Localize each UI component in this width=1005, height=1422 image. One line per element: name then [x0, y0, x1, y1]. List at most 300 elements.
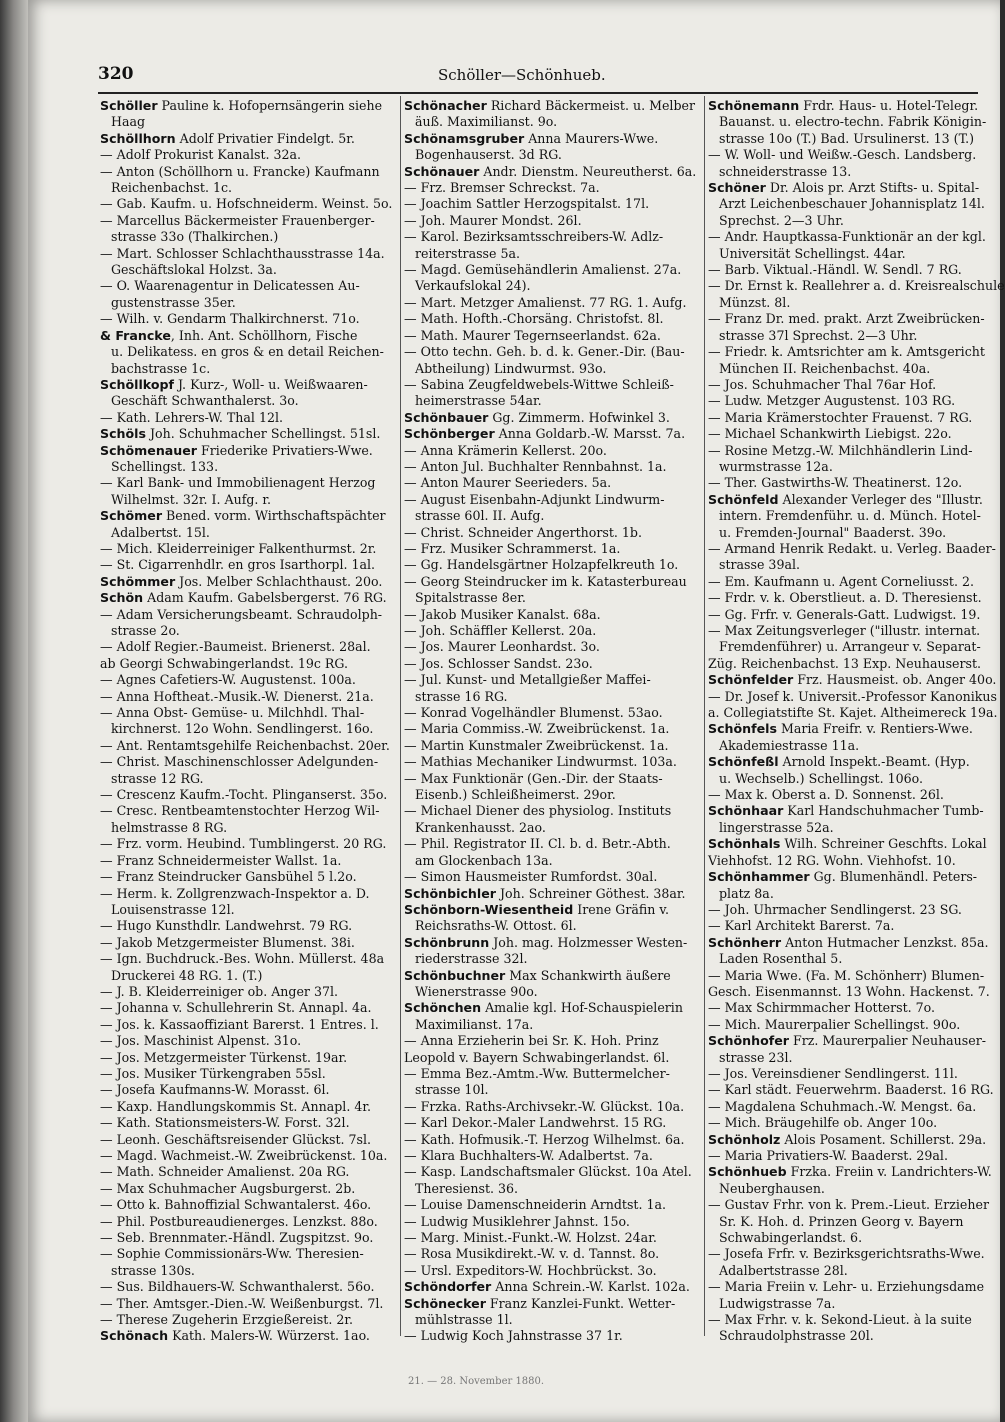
directory-entry-line [404, 1033, 700, 1049]
entry-text: Karl Handschuhmacher Tumb- [783, 803, 984, 819]
directory-entry-line [708, 525, 998, 541]
directory-entry-line [708, 377, 998, 393]
entry-text: Frdr. Haus- u. Hotel-Telegr. [799, 98, 979, 113]
directory-entry-line [404, 607, 700, 623]
entry-text: Wilhelmst. 32r. I. Aufg. r. [111, 491, 272, 507]
directory-entry-line [404, 1148, 700, 1164]
entry-text: strasse 2o. [111, 623, 180, 638]
entry-text: — Andr. Hauptkassa-Funktionär an der kgl. [708, 229, 986, 245]
directory-entry-line [404, 705, 700, 721]
directory-entry-line [404, 803, 700, 819]
running-head: Schöller—Schönhueb. [438, 66, 606, 84]
entry-text: u. Delikatess. en gros & en detail Reichen- [111, 344, 384, 360]
entry-text: — Maria Commiss.-W. Zweibrückenst. 1a. [404, 721, 670, 737]
entry-text: Schellingst. 133. [111, 458, 219, 474]
entry-text: — Rosine Metzg.-W. Milchhändlerin Lind- [708, 442, 973, 458]
directory-entry-line [708, 1066, 998, 1082]
entry-text: intern. Fremdenführ. u. d. Münch. Hotel- [719, 508, 981, 524]
directory-entry-line [708, 1132, 998, 1148]
entry-text: Alexander Verleger des "Illustr. [778, 491, 983, 507]
directory-entry-line [404, 246, 700, 262]
directory-entry-line [100, 344, 396, 360]
entry-text: — Sabina Zeugfeldwebels-Wittwe Schleiß- [404, 376, 674, 392]
entry-text: — Agnes Cafetiers-W. Augustenst. 100a. [100, 672, 356, 688]
entry-text: — Jos. Maschinist Alpenst. 31o. [100, 1033, 302, 1049]
directory-entry-line [404, 886, 700, 902]
directory-entry-line [100, 869, 396, 885]
directory-entry-line [708, 278, 1005, 294]
directory-entry-line [708, 836, 998, 852]
directory-entry-line [708, 131, 998, 147]
directory-entry-line [404, 1197, 700, 1213]
directory-entry-line [404, 1181, 700, 1197]
directory-entry-line [100, 246, 396, 262]
entry-text: Bened. vorm. Wirthschaftspächter [162, 508, 386, 524]
entry-text: — Karl Bank- und Immobilienagent Herzog [100, 475, 376, 491]
surname-heading: Schönholz [708, 1131, 781, 1147]
entry-text: Reichsraths-W. Ottost. 6l. [415, 918, 577, 934]
entry-text: Schwabingerlandst. 6. [719, 1230, 863, 1246]
entry-text: — Leonh. Geschäftsreisender Glückst. 7sl. [100, 1131, 372, 1147]
entry-text: — Max Funktionär (Gen.-Dir. der Staats- [404, 770, 663, 786]
directory-entry-line [100, 196, 396, 212]
entry-text: Eisenb.) Schleißheimerst. 29or. [415, 787, 616, 803]
directory-entry-line [404, 935, 700, 951]
entry-text: — Cresc. Rentbeamtenstochter Herzog Wil- [100, 803, 380, 819]
directory-entry-line [100, 1115, 396, 1131]
entry-text: Theresienst. 36. [415, 1180, 519, 1196]
entry-text: — Frz. Bremser Schreckst. 7a. [404, 180, 600, 196]
directory-entry-line [100, 131, 396, 147]
directory-entry-line [100, 426, 396, 442]
directory-entry-line [708, 820, 998, 836]
directory-entry-line [708, 1279, 998, 1295]
directory-entry-line [100, 541, 396, 557]
entry-text: Geschäftslokal Holzst. 3a. [111, 262, 277, 278]
directory-entry-line [708, 1050, 998, 1066]
entry-text: — Karl Architekt Barerst. 7a. [708, 918, 895, 934]
directory-entry-line [404, 443, 700, 459]
directory-entry-line [708, 262, 998, 278]
entry-text: — Ther. Gastwirths-W. Theatinerst. 12o. [708, 475, 963, 491]
directory-entry-line [708, 1312, 998, 1328]
entry-text: Arnold Inspekt.-Beamt. (Hyp. [778, 754, 970, 770]
entry-text: — Ludw. Metzger Augustenst. 103 RG. [708, 393, 956, 409]
entry-text: — Joachim Sattler Herzogspitalst. 17l. [404, 196, 650, 212]
directory-entry-line [100, 590, 396, 606]
directory-entry-line [100, 1328, 396, 1344]
column-divider-1 [400, 96, 401, 1336]
entry-text: Adalbertstrasse 28l. [719, 1262, 848, 1278]
surname-heading: Schönfeld [708, 491, 779, 507]
directory-entry-line [100, 393, 396, 409]
directory-entry-line [100, 1099, 396, 1115]
entry-text: — Anna Obst- Gemüse- u. Milchhdl. Thal- [100, 705, 365, 721]
directory-entry-line [404, 180, 700, 196]
directory-entry-line [100, 1148, 396, 1164]
entry-text: Bauanst. u. electro-techn. Fabrik Königin- [719, 114, 987, 130]
entry-text: Schraudolphstrasse 20l. [719, 1328, 874, 1344]
surname-heading: Schönherr [708, 934, 782, 950]
entry-text: — Mart. Metzger Amalienst. 77 RG. 1. Aufg. [404, 294, 687, 310]
directory-entry-line [100, 295, 396, 311]
entry-text: — Anna Hoftheat.-Musik.-W. Dienerst. 21a. [100, 688, 374, 704]
header-rule [98, 92, 978, 94]
surname-heading: Schönhofer [708, 1033, 789, 1049]
entry-text: — Michael Diener des physiolog. Instituts [404, 803, 672, 819]
entry-text: — Magd. Wachmeist.-W. Zweibrückenst. 10a. [100, 1148, 388, 1163]
directory-entry-line [708, 295, 998, 311]
entry-text: — Barb. Viktual.-Händl. W. Sendl. 7 RG. [708, 262, 962, 278]
entry-text: München II. Reichenbachst. 40a. [719, 360, 931, 376]
directory-entry-line [404, 721, 700, 737]
entry-text: Adolf Privatier Findelgt. 5r. [175, 130, 355, 146]
directory-entry-line [708, 951, 998, 967]
entry-text: strasse 12 RG. [111, 770, 204, 786]
entry-text: — Franz Dr. med. prakt. Arzt Zweibrücken- [708, 311, 985, 327]
surname-heading: Schönach [100, 1328, 169, 1344]
directory-entry-line [708, 803, 998, 819]
directory-entry-line [100, 1214, 396, 1230]
directory-entry-line [100, 361, 396, 377]
directory-entry-line [100, 935, 396, 951]
entry-text: — Maria Freiin v. Lehr- u. Erziehungsdame [708, 1279, 985, 1295]
directory-entry-line [404, 426, 700, 442]
entry-text: Gesch. Eisenmannst. 13 Wohn. Hackenst. 7. [708, 983, 990, 999]
entry-text: — Sus. Bildhauers-W. Schwanthalerst. 56o. [100, 1279, 375, 1295]
directory-entry-line [100, 607, 396, 623]
directory-entry-line [708, 787, 998, 803]
entry-text: Irene Gräfin v. [573, 901, 669, 917]
entry-text: Leopold v. Bayern Schwabingerlandst. 6l. [404, 1049, 670, 1065]
entry-text: — Sophie Commissionärs-Ww. Theresien- [100, 1246, 364, 1262]
entry-text: strasse 39al. [719, 557, 800, 573]
entry-text: äuß. Maximilianst. 9o. [415, 114, 558, 130]
entry-text: — August Eisenbahn-Adjunkt Lindwurm- [404, 491, 665, 507]
entry-text: Maximilianst. 17a. [415, 1016, 534, 1032]
directory-entry-line [708, 738, 998, 754]
directory-entry-line [404, 1050, 700, 1066]
surname-heading: Schömer [100, 508, 163, 524]
surname-heading: Schön [100, 590, 144, 606]
entry-text: Gg. Blumenhändl. Peters- [809, 869, 978, 885]
directory-entry-line [404, 1082, 700, 1098]
directory-entry-line [404, 984, 700, 1000]
surname-heading: Schömmer [100, 573, 176, 589]
directory-entry-line [708, 475, 998, 491]
directory-entry-line [708, 705, 998, 721]
entry-text: riederstrasse 32l. [415, 951, 528, 967]
entry-text: a. Collegiatstifte St. Kajet. Altheimereck 19a. [708, 705, 998, 721]
directory-entry-line [404, 771, 700, 787]
directory-entry-line [100, 311, 396, 327]
directory-entry-line [100, 1312, 396, 1328]
surname-heading: Schöllhorn [100, 130, 176, 146]
entry-text: Franz Kanzlei-Funkt. Wetter- [485, 1295, 676, 1311]
directory-entry-line [404, 820, 700, 836]
entry-text: strasse 10o (T.) Bad. Ursulinerst. 13 (T.) [719, 130, 975, 146]
directory-entry-line [708, 574, 998, 590]
directory-entry-line [100, 1132, 396, 1148]
entry-text: — Otto k. Bahnoffizial Schwantalerst. 46o. [100, 1197, 372, 1213]
entry-text: — Jos. k. Kassaoffiziant Barerst. 1 Entres. l. [100, 1016, 379, 1032]
entry-text: — Jos. Metzgermeister Türkenst. 19ar. [100, 1049, 348, 1065]
directory-entry-line [404, 656, 700, 672]
directory-entry-line [100, 886, 396, 902]
surname-heading: Schöner [708, 180, 766, 196]
surname-heading: Schönfeßl [708, 754, 779, 770]
directory-entry-line [404, 1164, 700, 1180]
directory-entry-line [708, 147, 998, 163]
surname-heading: Schönauer [404, 163, 480, 179]
directory-entry-line [100, 918, 396, 934]
directory-entry-line [404, 1214, 700, 1230]
entry-text: u. Wechselb.) Schellingst. 106o. [719, 770, 924, 786]
directory-entry-line [100, 147, 396, 163]
directory-entry-line [100, 968, 396, 984]
column-1 [100, 98, 396, 1344]
surname-heading: Schönhueb [708, 1164, 787, 1180]
entry-text: — Rosa Musikdirekt.-W. v. d. Tannst. 8o. [404, 1246, 660, 1262]
entry-text: Anna Goldarb.-W. Marsst. 7a. [494, 426, 686, 442]
entry-text: Reichenbachst. 1c. [111, 180, 233, 196]
entry-text: — Armand Henrik Redakt. u. Verleg. Baader- [708, 540, 996, 556]
entry-text: Druckerei 48 RG. 1. (T.) [111, 967, 263, 983]
directory-entry-line [708, 918, 998, 934]
entry-text: — Kath. Stationsmeisters-W. Forst. 32l. [100, 1115, 350, 1131]
directory-entry-line [708, 1230, 998, 1246]
directory-entry-line [100, 377, 396, 393]
directory-entry-line [100, 1197, 396, 1213]
entry-text: — Jakob Metzgermeister Blumenst. 38i. [100, 934, 355, 950]
directory-entry-line [100, 98, 396, 114]
entry-text: — Therese Zugeherin Erzgießereist. 2r. [100, 1312, 353, 1328]
entry-text: Anton Hutmacher Lenzkst. 85a. [781, 934, 989, 950]
directory-entry-line [708, 639, 998, 655]
directory-entry-line [708, 1148, 998, 1164]
directory-entry-line [100, 1279, 396, 1295]
entry-text: — Jakob Musiker Kanalst. 68a. [404, 606, 601, 622]
entry-text: — Franz Schneidermeister Wallst. 1a. [100, 852, 342, 868]
directory-entry-line [100, 475, 396, 491]
entry-text: — Ursl. Expeditors-W. Hochbrückst. 3o. [404, 1262, 657, 1278]
entry-text: kirchnerst. 12o Wohn. Sendlingerst. 16o. [111, 721, 374, 737]
directory-entry-line [708, 1296, 998, 1312]
entry-text: — Karl städt. Feuerwehrm. Baaderst. 16 RG. [708, 1082, 994, 1098]
directory-entry-line [404, 1246, 700, 1262]
directory-entry-line [708, 246, 998, 262]
directory-entry-line [100, 1050, 396, 1066]
directory-entry-line [404, 213, 700, 229]
entry-text: J. Kurz-, Woll- u. Weißwaaren- [173, 376, 368, 392]
entry-text: — Karol. Bezirksamtsschreibers-W. Adlz- [404, 229, 664, 245]
directory-entry-line [708, 771, 998, 787]
directory-entry-line [708, 1082, 998, 1098]
entry-text: — Konrad Vogelhändler Blumenst. 53ao. [404, 705, 663, 721]
directory-entry-line [100, 1181, 396, 1197]
entry-text: — Frdr. v. k. Oberstlieut. a. D. Theresienst. [708, 590, 982, 606]
directory-entry-line [708, 311, 998, 327]
entry-text: strasse 23l. [719, 1049, 793, 1065]
surname-heading: & Francke [100, 327, 171, 343]
directory-entry-line [404, 459, 700, 475]
entry-text: Dr. Alois pr. Arzt Stifts- u. Spital- [765, 180, 980, 196]
entry-text: Wienerstrasse 90o. [415, 983, 538, 999]
entry-text: u. Fremden-Journal" Baaderst. 39o. [719, 524, 947, 540]
surname-heading: Schönecker [404, 1295, 486, 1311]
directory-entry-line [404, 1279, 700, 1295]
directory-entry-line [100, 853, 396, 869]
entry-text: — Kath. Lehrers-W. Thal 12l. [100, 409, 283, 425]
directory-entry-line [404, 262, 700, 278]
directory-entry-line [404, 278, 700, 294]
entry-text: Laden Rosenthal 5. [719, 951, 843, 967]
entry-text: helmstrasse 8 RG. [111, 819, 228, 835]
entry-text: — Wilh. v. Gendarm Thalkirchnerst. 71o. [100, 311, 360, 327]
entry-text: — Kasp. Landschaftsmaler Glückst. 10a Atel. [404, 1164, 692, 1180]
entry-text: — Christ. Maschinenschlosser Adelgunden- [100, 754, 379, 770]
directory-entry-line [100, 1164, 396, 1180]
surname-heading: Schönbrunn [404, 934, 490, 950]
entry-text: — Anton Jul. Buchhalter Rennbahnst. 1a. [404, 458, 667, 474]
directory-entry-line [100, 738, 396, 754]
directory-entry-line [708, 410, 998, 426]
entry-text: Sr. K. Hoh. d. Prinzen Georg v. Bayern [719, 1213, 964, 1229]
directory-entry-line [404, 1312, 700, 1328]
directory-entry-line [404, 1263, 700, 1279]
entry-text: Viehhofst. 12 RG. Wohn. Viehhofst. 10. [708, 852, 956, 868]
entry-text: Joh. Schreiner Göthest. 38ar. [495, 885, 686, 901]
surname-heading: Schömenauer [100, 442, 197, 458]
entry-text: — Ign. Buchdruck.-Bes. Wohn. Müllerst. 48a [100, 951, 385, 967]
entry-text: am Glockenbach 13a. [415, 852, 553, 868]
directory-entry-line [708, 1099, 998, 1115]
page-footer: 21. — 28. November 1880. [408, 1376, 545, 1387]
entry-text: — Johanna v. Schullehrerin St. Annapl. 4a. [100, 1000, 372, 1016]
entry-text: — Jos. Vereinsdiener Sendlingerst. 11l. [708, 1065, 958, 1081]
surname-heading: Schönhals [708, 836, 781, 852]
entry-text: Universität Schellingst. 44ar. [719, 245, 906, 261]
entry-text: — Phil. Registrator II. Cl. b. d. Betr.-Abth. [404, 836, 671, 852]
entry-text: Münzst. 8l. [719, 294, 791, 310]
directory-entry-line [708, 853, 998, 869]
directory-entry-line [100, 557, 396, 573]
entry-text: Jos. Melber Schlachthaust. 20o. [175, 573, 383, 589]
entry-text: — Kaxp. Handlungskommis St. Annapl. 4r. [100, 1098, 371, 1114]
entry-text: — Christ. Schneider Angerthorst. 1b. [404, 524, 642, 540]
entry-text: strasse 130s. [111, 1262, 195, 1278]
directory-entry-line [100, 803, 396, 819]
entry-text: — Maria Wwe. (Fa. M. Schönherr) Blumen- [708, 967, 985, 983]
directory-entry-line [404, 1296, 700, 1312]
directory-entry-line [708, 869, 998, 885]
surname-heading: Schöllkopf [100, 376, 174, 392]
directory-entry-line [100, 1017, 396, 1033]
directory-entry-line [100, 656, 396, 672]
surname-heading: Schönfels [708, 721, 777, 737]
directory-entry-line [404, 1066, 700, 1082]
entry-text: — Magd. Gemüsehändlerin Amalienst. 27a. [404, 262, 682, 278]
directory-entry-line [708, 114, 998, 130]
entry-text: Neuberghausen. [719, 1180, 825, 1196]
entry-text: — Joh. Uhrmacher Sendlingerst. 23 SG. [708, 901, 962, 917]
entry-text: Alois Posament. Schillerst. 29a. [780, 1131, 987, 1147]
directory-entry-line [100, 1082, 396, 1098]
entry-text: — Mich. Bräugehilfe ob. Anger 10o. [708, 1115, 938, 1131]
directory-entry-line [404, 492, 700, 508]
directory-entry-line [708, 902, 998, 918]
entry-text: — Karl Dekor.-Maler Landwehrst. 15 RG. [404, 1115, 667, 1131]
directory-entry-line [404, 623, 700, 639]
entry-text: Joh. Schuhmacher Schellingst. 51sl. [145, 426, 381, 442]
directory-entry-line [708, 1263, 998, 1279]
surname-heading: Schönbichler [404, 885, 496, 901]
entry-text: Amalie kgl. Hof-Schauspielerin [481, 1000, 683, 1016]
directory-entry-line [404, 147, 700, 163]
directory-entry-line [404, 295, 700, 311]
entry-text: — Louise Damenschneiderin Arndtst. 1a. [404, 1197, 667, 1213]
entry-text: — Phil. Postbureaudienerges. Lenzkst. 88o. [100, 1213, 378, 1229]
surname-heading: Schönemann [708, 98, 800, 113]
directory-entry-line [404, 114, 700, 130]
entry-text: — Ther. Amtsger.-Dien.-W. Weißenburgst. 7l. [100, 1295, 384, 1311]
entry-text: Richard Bäckermeist. u. Melber [486, 98, 695, 113]
directory-entry-line [100, 180, 396, 196]
directory-entry-line [100, 262, 396, 278]
directory-entry-line [404, 410, 700, 426]
entry-text: — Michael Schankwirth Liebigst. 22o. [708, 426, 952, 442]
directory-entry-line [708, 443, 998, 459]
directory-entry-line [404, 590, 700, 606]
entry-text: — Adolf Regier.-Baumeist. Brienerst. 28al. [100, 639, 371, 655]
entry-text: — Dr. Josef k. Universit.-Professor Kanonikus [708, 688, 998, 704]
directory-entry-line [404, 754, 700, 770]
directory-entry-line [100, 164, 396, 180]
directory-entry-line [708, 1214, 998, 1230]
column-3 [708, 98, 1005, 1344]
directory-entry-line [100, 672, 396, 688]
directory-entry-line [100, 1230, 396, 1246]
directory-entry-line [404, 98, 700, 114]
directory-entry-line [100, 771, 396, 787]
surname-heading: Schöller [100, 98, 158, 113]
directory-entry-line [100, 836, 396, 852]
entry-text: Ludwigstrasse 7a. [719, 1295, 836, 1311]
entry-text: — Dr. Ernst k. Reallehrer a. d. Kreisrealschule [708, 278, 1005, 294]
directory-entry-line [708, 541, 998, 557]
directory-entry-line [404, 311, 700, 327]
entry-text: — Max Frhr. v. k. Sekond-Lieut. à la suite [708, 1312, 972, 1328]
entry-text: — Jos. Musiker Türkengraben 55sl. [100, 1065, 326, 1081]
directory-entry-line [404, 344, 700, 360]
entry-text: — Ant. Rentamtsgehilfe Reichenbachst. 20er. [100, 737, 390, 753]
entry-text: — Joh. Schäffler Kellerst. 20a. [404, 623, 597, 638]
entry-text: — Mich. Kleiderreiniger Falkenthurmst. 2r. [100, 540, 377, 556]
directory-entry-line [100, 278, 396, 294]
entry-text: strasse 10l. [415, 1082, 489, 1098]
entry-text: Spitalstrasse 8er. [415, 590, 526, 606]
entry-text: schneiderstrasse 13. [719, 163, 852, 179]
directory-entry-line [100, 1066, 396, 1082]
entry-text: strasse 16 RG. [415, 688, 508, 704]
directory-entry-line [100, 229, 396, 245]
entry-text: — Joh. Maurer Mondst. 26l. [404, 212, 582, 228]
directory-entry-line [708, 508, 998, 524]
entry-text: bachstrasse 1c. [111, 360, 211, 376]
entry-text: — Josefa Kaufmanns-W. Morasst. 6l. [100, 1082, 330, 1098]
directory-entry-line [708, 1115, 998, 1131]
entry-text: — W. Woll- und Weißw.-Gesch. Landsberg. [708, 147, 977, 163]
